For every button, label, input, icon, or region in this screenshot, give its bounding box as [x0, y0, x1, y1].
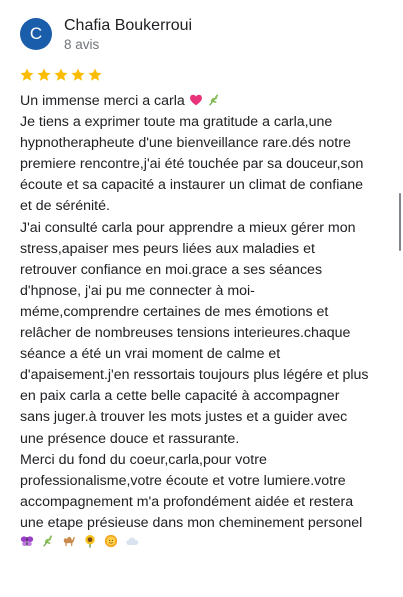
review-line: séance a été un vrai moment de calme et — [20, 346, 281, 363]
review-line: retrouver confiance en moi.grace a ses séances — [20, 261, 323, 278]
review-text — [20, 91, 395, 534]
star-icon — [70, 67, 86, 83]
review-line: relâcher de nombreuses tensions interieures.chaque — [20, 325, 351, 342]
review-line: en paix carla a cette belle capacité à accompagner — [20, 388, 340, 405]
heart-emoji-icon — [189, 93, 203, 107]
review-line: méme,comprendre certaines de mes émotions et — [20, 303, 329, 320]
herb-emoji-icon — [207, 93, 221, 107]
author-block — [64, 16, 192, 54]
review-line: Je tiens a exprimer toute ma gratitude a carla,une — [20, 114, 333, 131]
scrollbar-thumb[interactable] — [399, 193, 401, 251]
avatar-letter: C — [29, 24, 43, 43]
herb-emoji-icon — [41, 534, 55, 548]
review-header — [20, 16, 192, 54]
review-count: 8 avis — [64, 37, 100, 52]
star-icon — [87, 67, 103, 83]
review-line-text: Un immense merci a carla — [20, 93, 185, 109]
review-line: stress,apaiser mes peurs liées aux maladies et — [20, 240, 315, 257]
review-line: et de sérénité. — [20, 198, 110, 215]
review-line: d'hpnose, j'ai pu me connecter à moi- — [20, 282, 255, 299]
butterfly-emoji-icon — [20, 534, 34, 548]
review-line: professionalisme,votre écoute et votre lumiere.votre — [20, 472, 346, 489]
review-line — [20, 91, 395, 112]
review-line: une présence douce et rassurante. — [20, 430, 240, 447]
review-line: Merci du fond du coeur,carla,pour votre — [20, 451, 267, 468]
sunflower-emoji-icon — [83, 534, 97, 548]
camel-emoji-icon — [62, 534, 76, 548]
review-line: J'ai consulté carla pour apprendre a mieux gérer mon — [20, 219, 356, 236]
author-name[interactable]: Chafia Boukerroui — [64, 17, 193, 34]
review-line: sans juger.à trouver les mots justes et a guider avec — [20, 409, 348, 426]
review-line: d'apaisement.j'en ressortais toujours plus légére et plus — [20, 367, 369, 384]
closing-emoji-row — [20, 534, 139, 548]
review-line: une etape présieuse dans mon cheminement personel — [20, 514, 363, 531]
review-line: accompagnement m'a profondément aidée et restera — [20, 493, 354, 510]
sun-face-emoji-icon — [104, 534, 118, 548]
review-line: écoute et sa capacité a instaurer un climat de confiane — [20, 177, 364, 194]
star-icon — [53, 67, 69, 83]
avatar[interactable] — [20, 18, 52, 50]
cloud-emoji-icon — [125, 534, 139, 548]
star-icon — [19, 67, 35, 83]
review-line: premiere rencontre,j'ai été touchée par sa douceur,son — [20, 156, 364, 173]
star-icon — [36, 67, 52, 83]
star-rating — [19, 67, 103, 83]
review-line: hypnotherapheute d'une bienveillance rare.dés notre — [20, 135, 351, 152]
